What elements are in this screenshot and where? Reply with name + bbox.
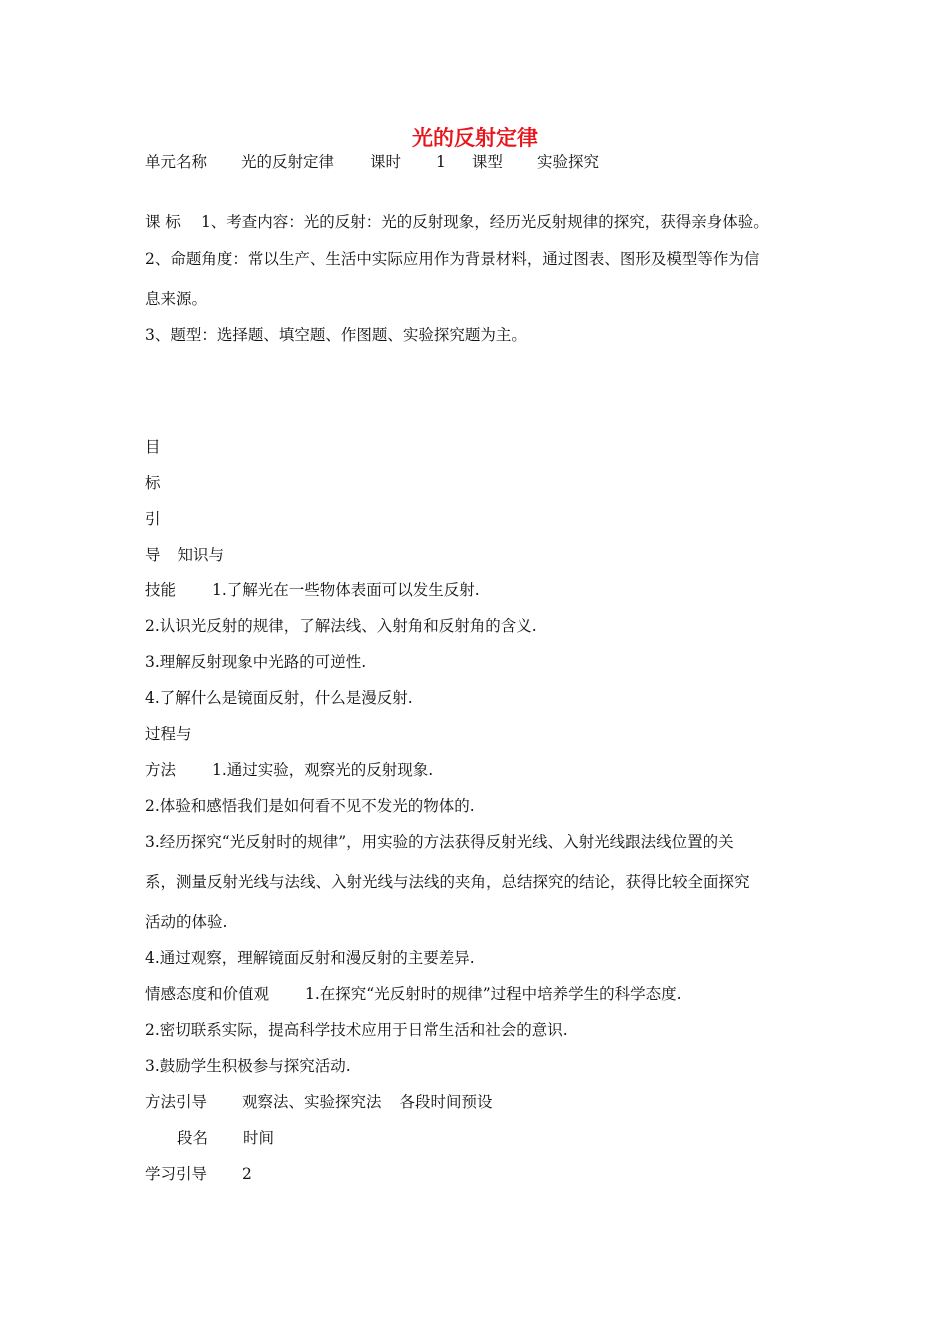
schedule-row-name: 学习引导: [145, 1165, 208, 1183]
type-label: 课型: [471, 153, 503, 171]
process-item-1: 1.通过实验，观察光的反射现象.: [212, 761, 434, 779]
process-item-2: 2.体验和感悟我们是如何看不见不发光的物体的.: [145, 797, 475, 815]
knowledge-item-3: 3.理解反射现象中光路的可逆性.: [145, 653, 367, 671]
process-item-3b: 系，测量反射光线与法线、入射光线与法线的夹角，总结探究的结论，获得比较全面探究: [145, 873, 750, 891]
schedule-header-row: [145, 1128, 274, 1148]
emotion-item-3: 3.鼓励学生积极参与探究活动.: [145, 1057, 351, 1075]
schedule-row-1: [145, 1164, 252, 1184]
curriculum-item-2b: 息来源。: [145, 290, 208, 308]
emotion-label: 情感态度和价值观: [145, 985, 270, 1003]
process-item-3a: 3.经历探究“光反射时的规律”，用实验的方法获得反射光线、入射光线跟法线位置的关: [145, 833, 734, 851]
knowledge-item-2: 2.认识光反射的规律，了解法线、入射角和反射角的含义.: [145, 617, 537, 635]
method-label: 方法引导: [145, 1093, 208, 1111]
time-preset-label: 各段时间预设: [399, 1093, 493, 1111]
schedule-row-time: 2: [242, 1165, 252, 1183]
knowledge-row-1: [145, 580, 480, 600]
emotion-row-1: [145, 984, 682, 1004]
curriculum-item-2a: 2、命题角度：常以生产、生活中实际应用作为背景材料，通过图表、图形及模型等作为信: [145, 250, 760, 268]
curriculum-item-1: [145, 212, 769, 232]
period-value: 1: [436, 153, 446, 171]
process-row-1: [145, 760, 433, 780]
process-label-b: 方法: [145, 761, 177, 779]
process-label-a: 过程与: [145, 725, 192, 743]
knowledge-item-4: 4.了解什么是镜面反射，什么是漫反射.: [145, 689, 413, 707]
process-item-3c: 活动的体验.: [145, 913, 228, 931]
goals-vertical-4-row: [145, 545, 224, 565]
emotion-item-2: 2.密切联系实际，提高科学技术应用于日常生活和社会的意识.: [145, 1021, 568, 1039]
unit-label: 单元名称: [145, 153, 208, 171]
curriculum-label: 课 标: [145, 213, 181, 231]
process-item-4: 4.通过观察，理解镜面反射和漫反射的主要差异.: [145, 949, 475, 967]
goals-vertical-1: 目: [145, 438, 161, 456]
knowledge-label-a: 知识与: [177, 546, 225, 564]
goals-vertical-4: 导: [145, 546, 161, 564]
method-row: [145, 1092, 493, 1112]
curriculum-text-1: 1、考查内容：光的反射：光的反射现象，经历光反射规律的探究，获得亲身体验。: [200, 213, 769, 231]
method-value: 观察法、实验探究法: [242, 1093, 382, 1111]
goals-vertical-3: 引: [145, 510, 161, 528]
unit-value: 光的反射定律: [241, 153, 335, 171]
header-row: [145, 152, 599, 172]
period-label: 课时: [370, 153, 402, 171]
goals-vertical-2: 标: [145, 474, 161, 492]
schedule-col-name: 段名: [177, 1129, 209, 1147]
knowledge-item-1: 1.了解光在一些物体表面可以发生反射.: [212, 581, 480, 599]
knowledge-label-b: 技能: [145, 581, 177, 599]
page-title: 光的反射定律: [412, 126, 538, 150]
schedule-col-time: 时间: [243, 1129, 275, 1147]
type-value: 实验探究: [536, 153, 599, 171]
emotion-item-1: 1.在探究“光反射时的规律”过程中培养学生的科学态度.: [305, 985, 682, 1003]
curriculum-item-3: 3、题型：选择题、填空题、作图题、实验探究题为主。: [145, 326, 527, 344]
